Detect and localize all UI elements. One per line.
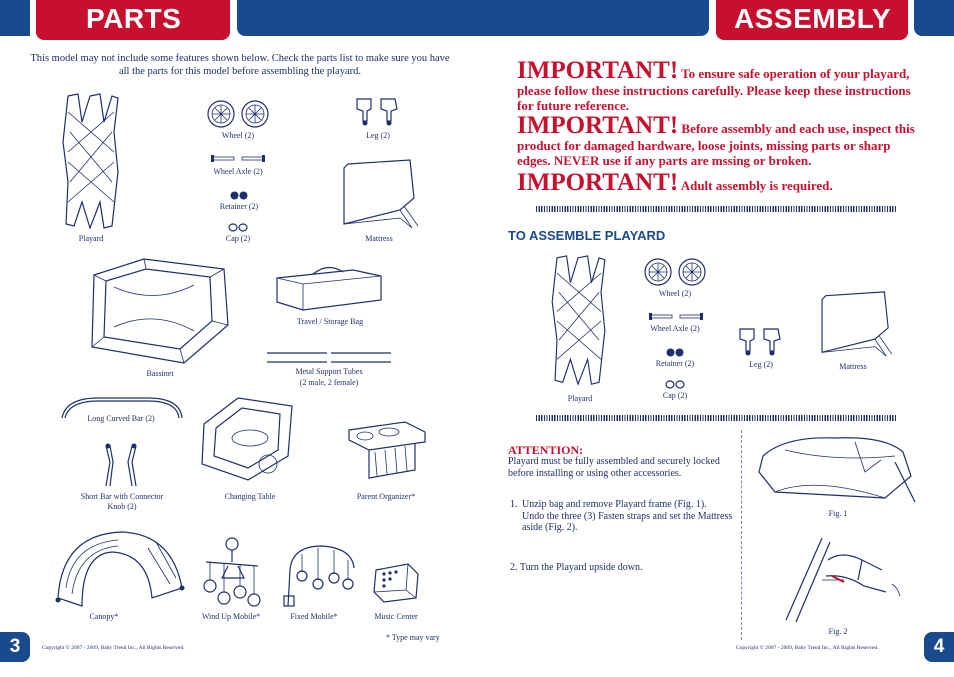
travel-bag-illustration (273, 262, 385, 314)
important-text-2: Before assembly and each use, inspect this product for damaged hardware, loose joints, missing parts or sharp edges. NEVER use if any parts are mssing or broken. (517, 121, 915, 168)
header-band-right (914, 0, 954, 36)
important-notice-2 (517, 113, 917, 168)
assembly-label-cap: Cap (2) (662, 391, 688, 400)
important-word-2: IMPORTANT! (517, 112, 679, 139)
wheel-axle-illustration (210, 154, 266, 164)
label-wheel-axle: Wheel Axle (2) (213, 167, 263, 176)
step-2: 2. Turn the Playard upside down. (510, 562, 643, 573)
label-parent-organizer: Parent Organizer* (356, 492, 416, 501)
header-band-left (0, 0, 30, 36)
section-title: TO ASSEMBLE PLAYARD (508, 228, 666, 243)
leg-illustration (353, 95, 401, 127)
parts-intro-text: This model may not include some features shown below. Check the parts list to make sure you have all the parts for this model before assembling the playard. (30, 53, 450, 77)
label-changing-table: Changing Table (224, 492, 276, 501)
label-music-center: Music Center (374, 612, 418, 621)
changing-table-illustration (198, 394, 296, 484)
dotted-divider-bottom (536, 415, 896, 421)
wheel-illustration (206, 99, 270, 129)
retainer-illustration (230, 191, 248, 200)
bassinet-illustration (84, 255, 232, 367)
mattress-illustration (340, 158, 422, 230)
label-support-tubes: Metal Support Tubes (295, 367, 363, 376)
assembly-label-wheel: Wheel (2) (658, 289, 692, 298)
important-word-1: IMPORTANT! (517, 57, 679, 84)
assembly-cap-illustration (665, 380, 685, 389)
label-bassinet: Bassinet (146, 369, 174, 378)
assembly-wheel-axle-illustration (648, 312, 704, 322)
assembly-label-playard: Playard (567, 394, 593, 403)
assembly-leg-illustration (736, 325, 784, 357)
assembly-mattress-illustration (812, 290, 902, 358)
label-fixed-mobile: Fixed Mobile* (290, 612, 338, 621)
type-may-vary-note: * Type may vary (386, 633, 440, 642)
label-wind-up-mobile: Wind Up Mobile* (201, 612, 261, 621)
assembly-playard-illustration (548, 254, 610, 388)
assembly-label-leg: Leg (2) (749, 360, 773, 369)
assembly-label-retainer: Retainer (2) (655, 359, 695, 368)
label-support-tubes-detail: (2 male, 2 female) (299, 378, 359, 387)
attention-text: Playard must be fully assembled and securely locked before installing or using other accessories. (508, 456, 720, 479)
label-playard: Playard (78, 234, 104, 243)
header-band-middle (237, 0, 709, 36)
label-leg: Leg (2) (366, 131, 390, 140)
support-tubes-illustration (265, 350, 393, 366)
canopy-illustration (52, 528, 186, 608)
label-mattress: Mattress (365, 234, 393, 243)
page-number-left: 3 (0, 632, 30, 662)
assembly-title: ASSEMBLY (716, 0, 908, 40)
cap-illustration (228, 223, 248, 232)
parts-title: PARTS (36, 0, 230, 40)
fig2-label: Fig. 2 (828, 627, 848, 636)
important-notice-1 (517, 58, 917, 113)
music-center-illustration (370, 560, 422, 604)
copyright-right: Copyright © 2007 - 2009, Baby Trend Inc., All Rights Reserved. (736, 645, 879, 651)
wind-up-mobile-illustration (200, 536, 262, 608)
playard-folded-illustration (60, 92, 122, 232)
assembly-label-wheel-axle: Wheel Axle (2) (650, 324, 700, 333)
fig1-label: Fig. 1 (828, 509, 848, 518)
vertical-dashed-separator (741, 430, 742, 640)
important-text-1: To ensure safe operation of your playard, please follow these instructions carefully. Please keep these instructions for future reference. (517, 66, 911, 113)
fig2-illustration (782, 530, 902, 624)
important-text-3: Adult assembly is required. (680, 178, 833, 193)
assembly-label-mattress: Mattress (839, 362, 867, 371)
label-wheel: Wheel (2) (221, 131, 255, 140)
page-number-right: 4 (924, 632, 954, 662)
label-retainer: Retainer (2) (219, 202, 259, 211)
step-1-continuation: Undo the three (3) Fasten straps and set the Mattress aside (Fig. 2). (522, 510, 733, 533)
label-cap: Cap (2) (225, 234, 251, 243)
fixed-mobile-illustration (282, 540, 358, 608)
copyright-left: Copyright © 2007 - 2009, Baby Trend Inc., All Rights Reserved. (42, 645, 185, 651)
parent-organizer-illustration (345, 418, 427, 482)
important-word-3: IMPORTANT! (517, 169, 679, 196)
step-1 (510, 499, 735, 534)
assembly-wheel-illustration (643, 257, 707, 287)
label-short-bar: Short Bar with Connector Knob (2) (80, 492, 164, 511)
step-1-number: 1. (510, 499, 518, 510)
dotted-divider-top (536, 206, 896, 212)
label-travel-bag: Travel / Storage Bag (296, 317, 364, 326)
label-long-curved-bar: Long Curved Bar (2) (87, 414, 155, 423)
fig1-illustration (755, 432, 919, 506)
label-canopy: Canopy* (89, 612, 119, 621)
assembly-retainer-illustration (666, 348, 684, 357)
step-1-line-1: Unzip bag and remove Playard frame (Fig. 1). (522, 499, 707, 510)
important-notice-3 (517, 170, 917, 196)
short-bar-illustration (100, 442, 142, 488)
attention-title: ATTENTION: (508, 443, 584, 457)
